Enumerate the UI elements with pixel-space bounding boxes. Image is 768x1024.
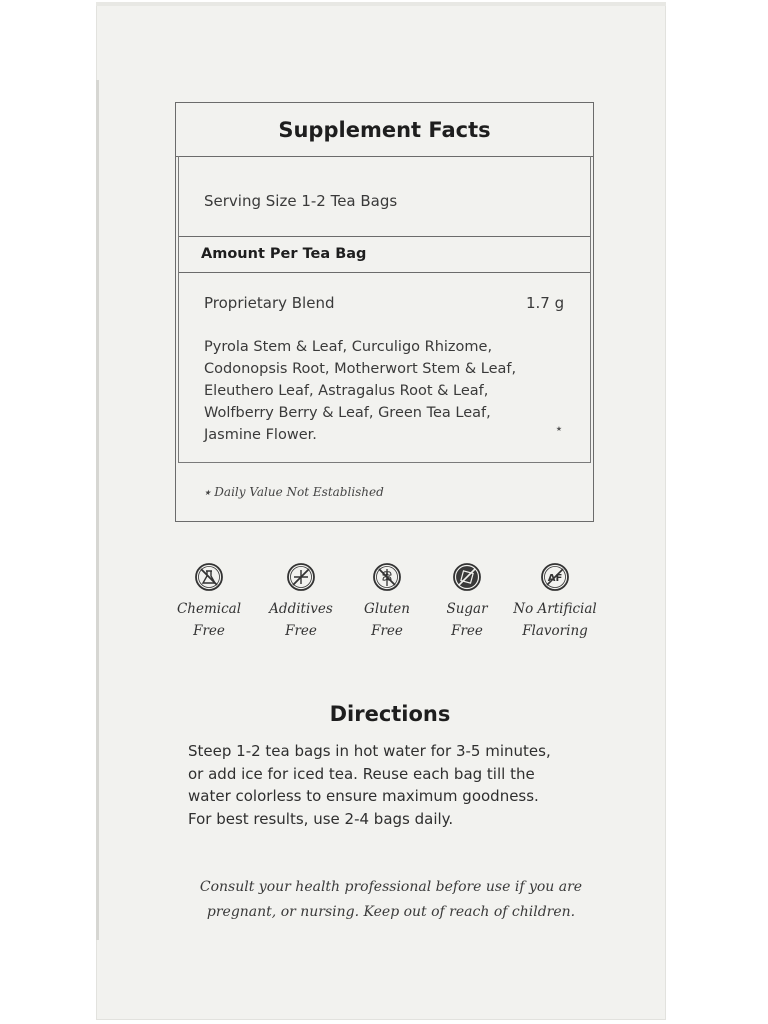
badge-label-line2: Free (193, 623, 225, 639)
health-warning (0, 875, 768, 925)
ingredients-line: Jasmine Flower. (204, 427, 317, 443)
badge-label-line1: Sugar (446, 601, 488, 617)
warning-line: Consult your health professional before use if you are (199, 879, 583, 895)
warning-line: pregnant, or nursing. Keep out of reach of children. (206, 904, 576, 920)
no-artificial-flavoring-icon (540, 562, 570, 592)
badge-label-line1: Chemical (176, 601, 242, 617)
badge-label-line2: Free (285, 623, 317, 639)
ingredients-line: Wolfberry Berry & Leaf, Green Tea Leaf, (204, 405, 491, 421)
chemical-free-icon (194, 562, 224, 592)
directions-line: For best results, use 2-4 bags daily. (188, 809, 454, 828)
gluten-free-icon (372, 562, 402, 592)
supplement-facts-body (178, 156, 591, 463)
badge-no-artificial-flavoring (500, 562, 610, 642)
ingredients-list (204, 336, 516, 446)
ingredients-line: Eleuthero Leaf, Astragalus Root & Leaf, (204, 383, 489, 399)
box-side-edge (96, 80, 99, 940)
badge-label (500, 598, 610, 642)
directions-line: water colorless to ensure maximum goodness. (188, 787, 539, 805)
badge-label-line1: Gluten (364, 601, 410, 617)
amount-per-row (179, 236, 590, 273)
sugar-free-icon (452, 562, 482, 592)
badge-label-line1: No Artificial (513, 601, 597, 617)
proprietary-blend-label: Proprietary Blend (204, 294, 335, 312)
daily-value-marker: ⭑ (556, 422, 562, 435)
box-top-edge (96, 2, 666, 6)
supplement-facts-panel (175, 102, 594, 522)
supplement-facts-title: Supplement Facts (176, 103, 593, 157)
badge-label-line2: Free (371, 623, 403, 639)
af-icon-text: AF (547, 573, 563, 584)
proprietary-blend-amount: 1.7 g (526, 294, 565, 312)
directions-line: Steep 1-2 tea bags in hot water for 3-5 minutes, (188, 742, 551, 760)
badge-label-line1: Additives (269, 601, 333, 617)
serving-size: Serving Size 1-2 Tea Bags (204, 192, 398, 210)
ingredients-line: Pyrola Stem & Leaf, Curculigo Rhizome, (204, 339, 493, 355)
daily-value-note: ⭑ Daily Value Not Established (204, 485, 384, 499)
amount-per-label: Amount Per Tea Bag (201, 246, 367, 262)
directions-text (188, 740, 551, 830)
badge-label-line2: Free (451, 623, 483, 639)
additives-free-icon (286, 562, 316, 592)
directions-line: or add ice for iced tea. Reuse each bag till the (188, 764, 535, 783)
directions-title: Directions (329, 702, 451, 726)
ingredients-line: Codonopsis Root, Motherwort Stem & Leaf, (204, 361, 517, 377)
badge-label-line2: Flavoring (522, 623, 588, 639)
